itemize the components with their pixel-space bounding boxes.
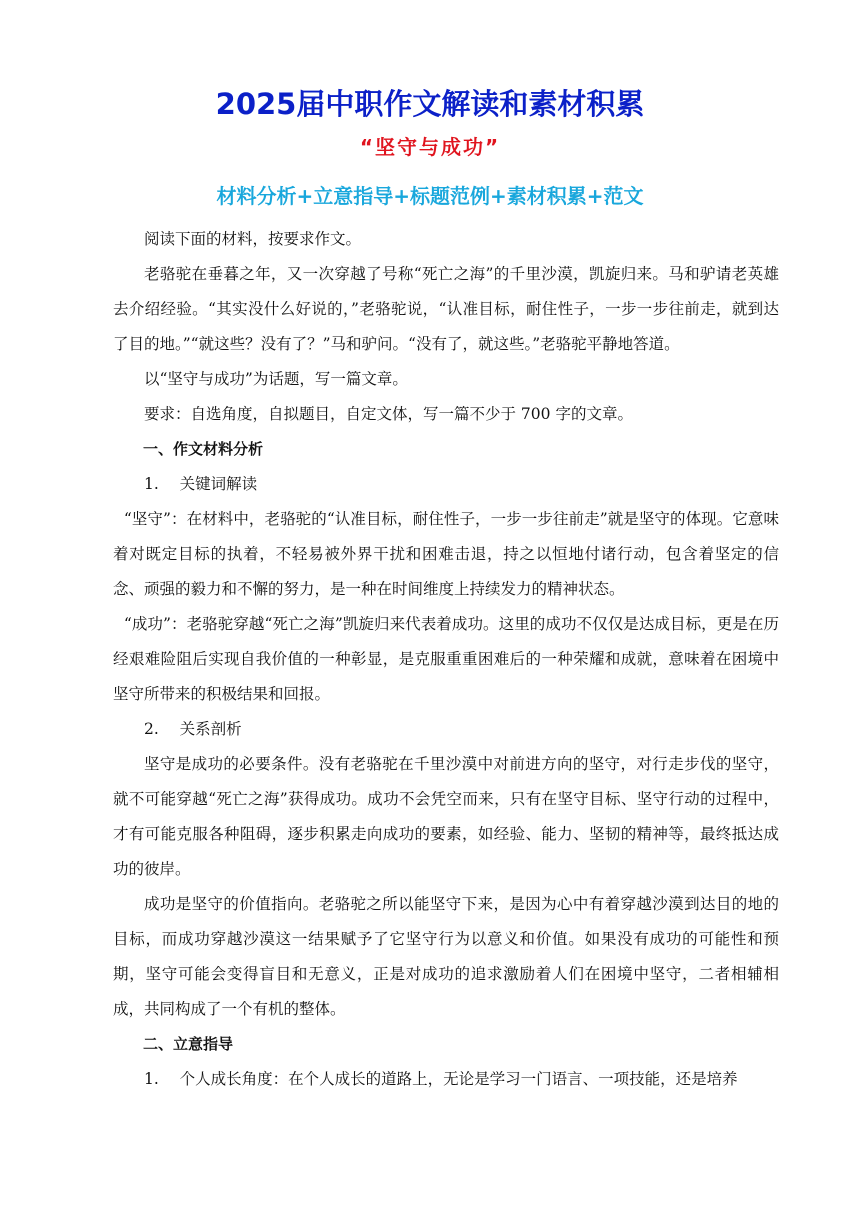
document-body (113, 222, 779, 1097)
prompt-topic: 以“坚守与成功”为话题，写一篇文章。 (144, 370, 408, 388)
subsection-label: 关键词解读 (179, 475, 258, 493)
guidance-text: 个人成长角度：在个人成长的道路上，无论是学习一门语言、一项技能，还是培养 (179, 1070, 738, 1088)
prompt-material: 老骆驼在垂暮之年，又一次穿越了号称“死亡之海”的千里沙漠，凯旋归来。马和驴请老英雄去介绍经验。“其实没什么好说的，”老骆驼说，“认准目标，耐住性子，一步一步往前走，就到达了目的地。”“就这些？没有了？”马和驴问。“没有了，就这些。”老骆驼平静地答道。 (113, 265, 779, 353)
section-heading-material-analysis: 一、作文材料分析 (143, 440, 264, 458)
document-title: 2025届中职作文解读和素材积累 (215, 87, 645, 121)
prompt-intro: 阅读下面的材料，按要求作文。 (144, 230, 362, 248)
subsection-label: 关系剖析 (179, 720, 242, 738)
subsection-relationship (113, 712, 779, 747)
guidance-number: 1. (144, 1070, 159, 1088)
relationship-paragraph-1: 坚守是成功的必要条件。没有老骆驼在千里沙漠中对前进方向的坚守，对行走步伐的坚守，就不可能穿越“死亡之海”获得成功。成功不会凭空而来，只有在坚守目标、坚守行动的过程中，才有可能克服各种阻碍，逐步积累走向成功的要素，如经验、能力、坚韧的精神等，最终抵达成功的彼岸。 (113, 755, 779, 878)
subsection-number: 1. (144, 475, 159, 493)
keyword-success-paragraph: “成功”：老骆驼穿越“死亡之海”凯旋归来代表着成功。这里的成功不仅仅是达成目标，更是在历经艰难险阻后实现自我价值的一种彰显，是克服重重困难后的一种荣耀和成就，意味着在困境中坚守所带来的积极结果和回报。 (113, 615, 779, 703)
subsection-keywords (113, 467, 779, 502)
keyword-persistence-paragraph: “坚守”：在材料中，老骆驼的“认准目标，耐住性子，一步一步往前走”就是坚守的体现。它意味着对既定目标的执着，不轻易被外界干扰和困难击退，持之以恒地付诸行动，包含着坚定的信念、顽强的毅力和不懈的努力，是一种在时间维度上持续发力的精神状态。 (113, 510, 779, 598)
document-subtitle: “坚守与成功” (359, 135, 501, 159)
subsection-number: 2. (144, 720, 159, 738)
relationship-paragraph-2: 成功是坚守的价值指向。老骆驼之所以能坚守下来，是因为心中有着穿越沙漠到达目的地的目标，而成功穿越沙漠这一结果赋予了它坚守行为以意义和价值。如果没有成功的可能性和预期，坚守可能会变得盲目和无意义，正是对成功的追求激励着人们在困境中坚守，二者相辅相成，共同构成了一个有机的整体。 (113, 895, 779, 1018)
section-heading-theme-guidance: 二、立意指导 (143, 1035, 234, 1053)
prompt-requirement: 要求：自选角度，自拟题目，自定文体，写一篇不少于 700 字的文章。 (144, 405, 633, 423)
guidance-item-personal-growth (113, 1062, 779, 1097)
document-tagline: 材料分析+立意指导+标题范例+素材积累+范文 (216, 184, 644, 208)
